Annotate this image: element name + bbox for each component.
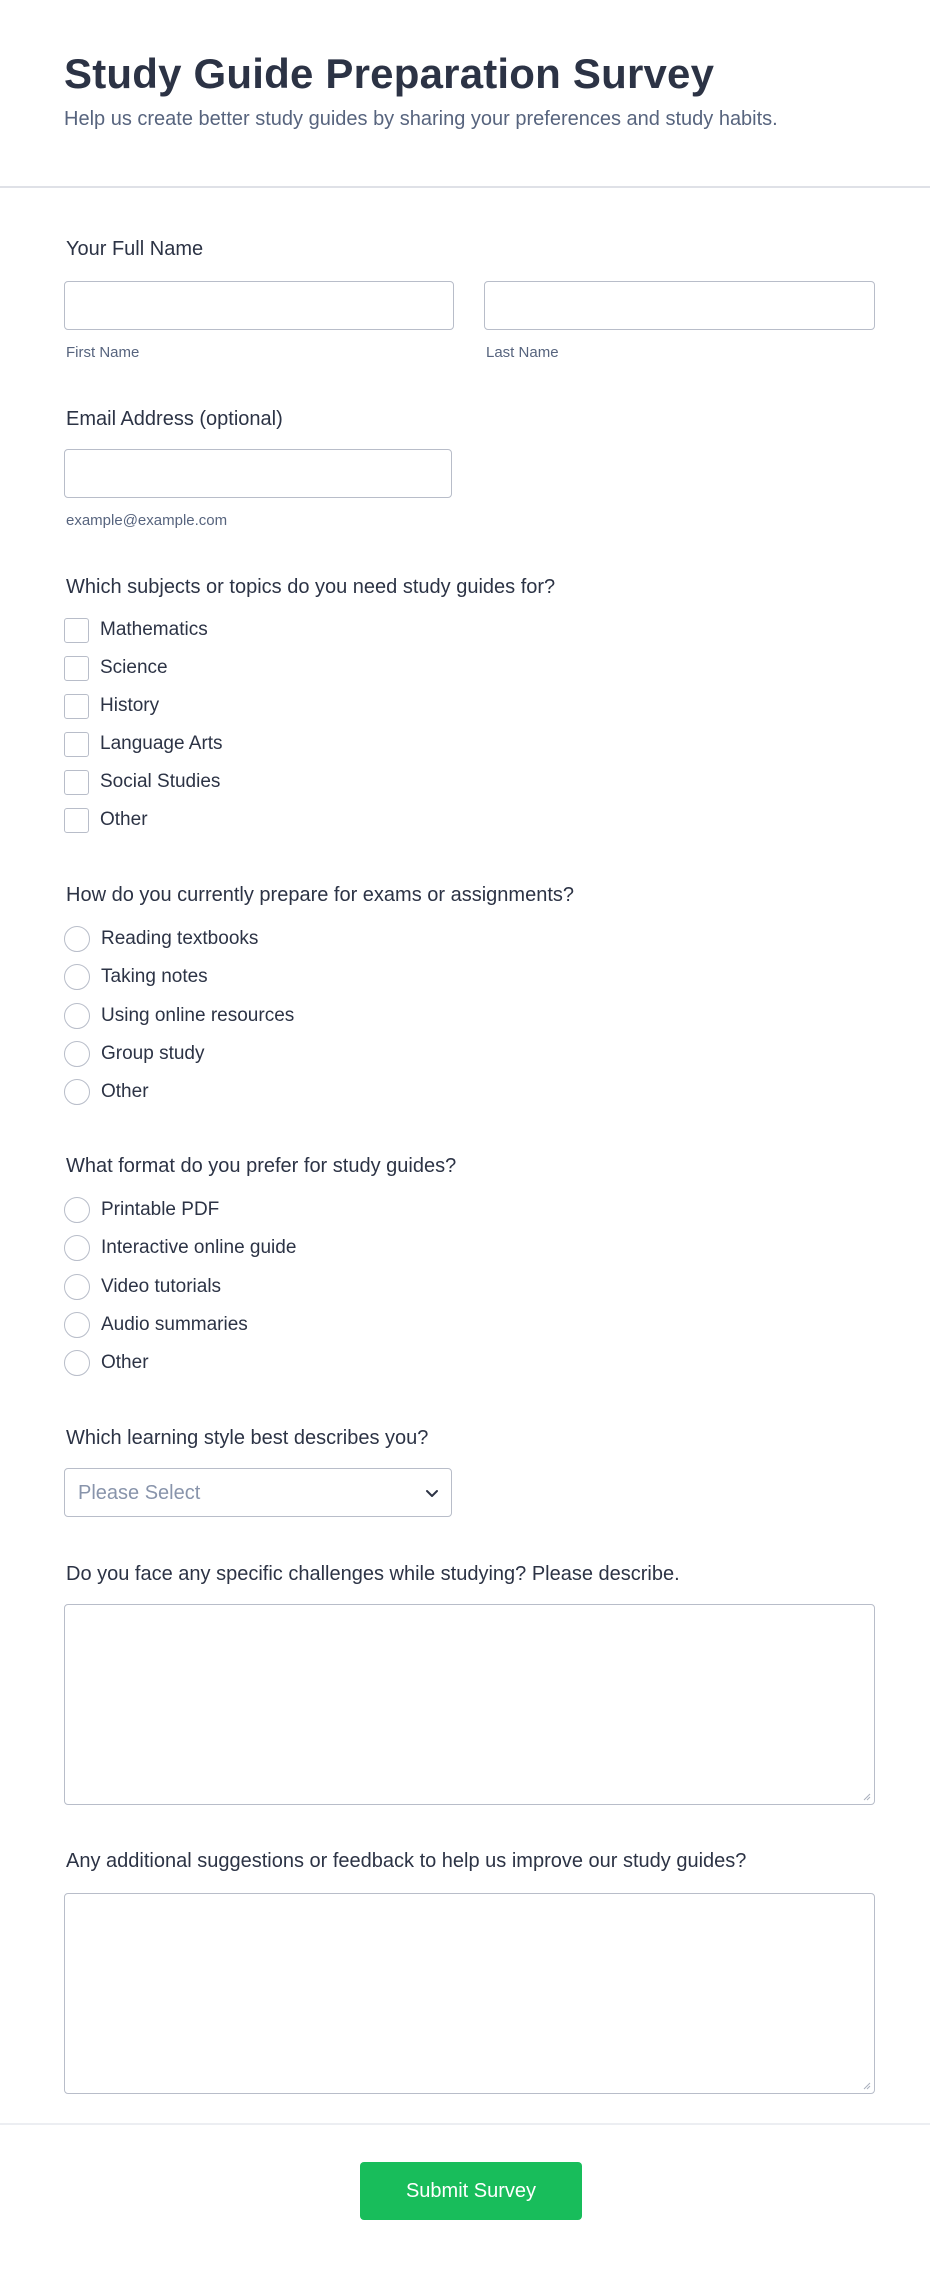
subjects-label: Which subjects or topics do you need study guides for?: [66, 576, 556, 598]
prepare-option-group-study[interactable]: Group study: [64, 1041, 205, 1067]
format-option-interactive-guide[interactable]: Interactive online guide: [64, 1235, 296, 1261]
email-input[interactable]: [64, 449, 452, 498]
subject-option-history[interactable]: History: [64, 693, 159, 719]
checkbox[interactable]: [64, 694, 89, 719]
first-name-sublabel: First Name: [66, 344, 140, 361]
prepare-option-taking-notes[interactable]: Taking notes: [64, 964, 208, 990]
subject-option-social-studies[interactable]: Social Studies: [64, 769, 220, 795]
learning-style-select[interactable]: [64, 1468, 452, 1517]
checkbox[interactable]: [64, 618, 89, 643]
challenges-textarea[interactable]: [64, 1604, 875, 1805]
footer-divider: [0, 2123, 930, 2125]
subject-option-science[interactable]: Science: [64, 655, 168, 681]
suggestions-textarea[interactable]: [64, 1893, 875, 2094]
submit-survey-button[interactable]: Submit Survey: [360, 2162, 582, 2220]
radio-button[interactable]: [64, 1312, 90, 1338]
last-name-sublabel: Last Name: [486, 344, 559, 361]
checkbox[interactable]: [64, 732, 89, 757]
subject-option-language-arts[interactable]: Language Arts: [64, 731, 223, 757]
radio-button[interactable]: [64, 1197, 90, 1223]
prepare-option-other[interactable]: Other: [64, 1079, 149, 1105]
format-option-audio-summaries[interactable]: Audio summaries: [64, 1312, 248, 1338]
checkbox[interactable]: [64, 808, 89, 833]
radio-button[interactable]: [64, 1274, 90, 1300]
radio-button[interactable]: [64, 1041, 90, 1067]
form-header: [0, 0, 930, 188]
email-label: Email Address (optional): [66, 408, 283, 430]
radio-button[interactable]: [64, 1003, 90, 1029]
prepare-option-reading-textbooks[interactable]: Reading textbooks: [64, 926, 258, 952]
checkbox[interactable]: [64, 770, 89, 795]
suggestions-label: Any additional suggestions or feedback to help us improve our study guides?: [66, 1850, 747, 1872]
resize-grip-icon[interactable]: [862, 2081, 871, 2090]
page-subtitle: Help us create better study guides by sharing your preferences and study habits.: [64, 108, 778, 130]
checkbox[interactable]: [64, 656, 89, 681]
email-sublabel: example@example.com: [66, 512, 228, 529]
chevron-down-icon: [425, 1486, 439, 1500]
prepare-option-online-resources[interactable]: Using online resources: [64, 1003, 294, 1029]
format-label: What format do you prefer for study guides?: [66, 1155, 457, 1177]
select-placeholder: Please Select: [78, 1482, 201, 1504]
subject-option-other[interactable]: Other: [64, 807, 148, 833]
prepare-label: How do you currently prepare for exams or assignments?: [66, 884, 575, 906]
format-option-printable-pdf[interactable]: Printable PDF: [64, 1197, 219, 1223]
radio-button[interactable]: [64, 1350, 90, 1376]
radio-button[interactable]: [64, 1235, 90, 1261]
format-option-video-tutorials[interactable]: Video tutorials: [64, 1274, 221, 1300]
resize-grip-icon[interactable]: [862, 1792, 871, 1801]
first-name-input[interactable]: [64, 281, 454, 330]
format-option-other[interactable]: Other: [64, 1350, 149, 1376]
radio-button[interactable]: [64, 964, 90, 990]
learning-style-label: Which learning style best describes you?: [66, 1427, 429, 1449]
radio-button[interactable]: [64, 1079, 90, 1105]
subject-option-mathematics[interactable]: Mathematics: [64, 617, 208, 643]
page-title: Study Guide Preparation Survey: [64, 50, 715, 97]
full-name-label: Your Full Name: [66, 238, 204, 260]
last-name-input[interactable]: [484, 281, 875, 330]
challenges-label: Do you face any specific challenges while studying? Please describe.: [66, 1563, 680, 1585]
radio-button[interactable]: [64, 926, 90, 952]
